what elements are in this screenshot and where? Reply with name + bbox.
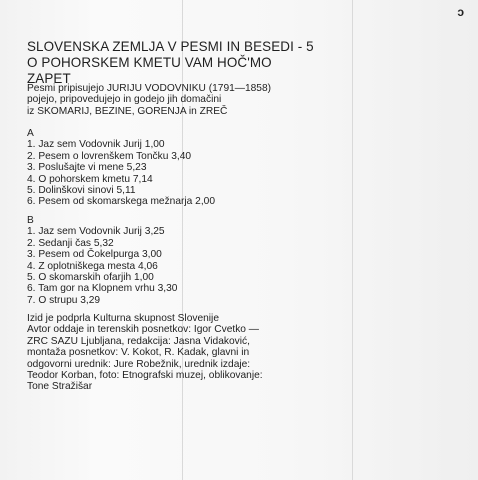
track-item: 6. Tam gor na Klopnem vrhu 3,30 (27, 283, 178, 295)
album-title (27, 38, 440, 86)
title-line: O POHORSKEM KMETU VAM HOČ'MO (27, 54, 272, 70)
page-number: ɔ (457, 5, 464, 19)
track-item: 4. O pohorskem kmetu 7,14 (27, 173, 153, 185)
credits-line: odgovorni urednik: Jure Robežnik, urednik izdaje: (27, 358, 251, 370)
track-item: 3. Poslušajte vi mene 5,23 (27, 162, 147, 174)
intro-line: iz SKOMARIJ, BEZINE, GORENJA in ZREČ (27, 105, 228, 117)
intro-text (27, 83, 271, 117)
credits-line: Avtor oddaje in terenskih posnetkov: Igor Cvetko — (27, 324, 259, 336)
title-line: ZAPET (27, 70, 71, 86)
track-item: 2. Sedanji čas 5,32 (27, 237, 114, 249)
track-item: 2. Pesem o lovrenškem Tončku 3,40 (27, 150, 192, 162)
track-item: 6. Pesem od skomarskega mežnarja 2,00 (27, 196, 215, 208)
credits-line: Izid je podprla Kulturna skupnost Slovenije (27, 313, 219, 324)
title-line: SLOVENSKA ZEMLJA V PESMI IN BESEDI - 5 (27, 38, 314, 54)
track-item: 1. Jaz sem Vodovnik Jurij 3,25 (27, 226, 165, 238)
track-item: 5. O skomarskih ofarjih 1,00 (27, 272, 154, 284)
track-item: 5. Dolinškovi sinovi 5,11 (27, 185, 136, 197)
track-item: 3. Pesem od Čokelpurga 3,00 (27, 249, 162, 261)
credits-line: Teodor Korban, foto: Etnografski muzej, oblikovanje: (27, 370, 263, 382)
track-item: 1. Jaz sem Vodovnik Jurij 1,00 (27, 139, 165, 151)
side-a-tracklist (27, 128, 215, 208)
credits-line: ZRC SAZU Ljubljana, redakcija: Jasna Vidaković, (27, 335, 250, 347)
side-b-label: B (27, 215, 34, 226)
track-item: 7. O strupu 3,29 (27, 294, 101, 306)
credits (27, 313, 263, 393)
side-b-tracklist (27, 215, 177, 306)
credits-line: Tone Stražišar (27, 381, 93, 393)
intro-line: Pesmi pripisujejo JURIJU VODOVNIKU (1791—1858) (27, 83, 272, 94)
track-item: 4. Z oplotniškega mesta 4,06 (27, 260, 158, 272)
intro-line: pojejo, pripovedujejo in godejo jih domačini (27, 94, 222, 106)
credits-line: montaža posnetkov: V. Kokot, R. Kadak, glavni in (27, 347, 250, 359)
side-a-label: A (27, 128, 34, 139)
